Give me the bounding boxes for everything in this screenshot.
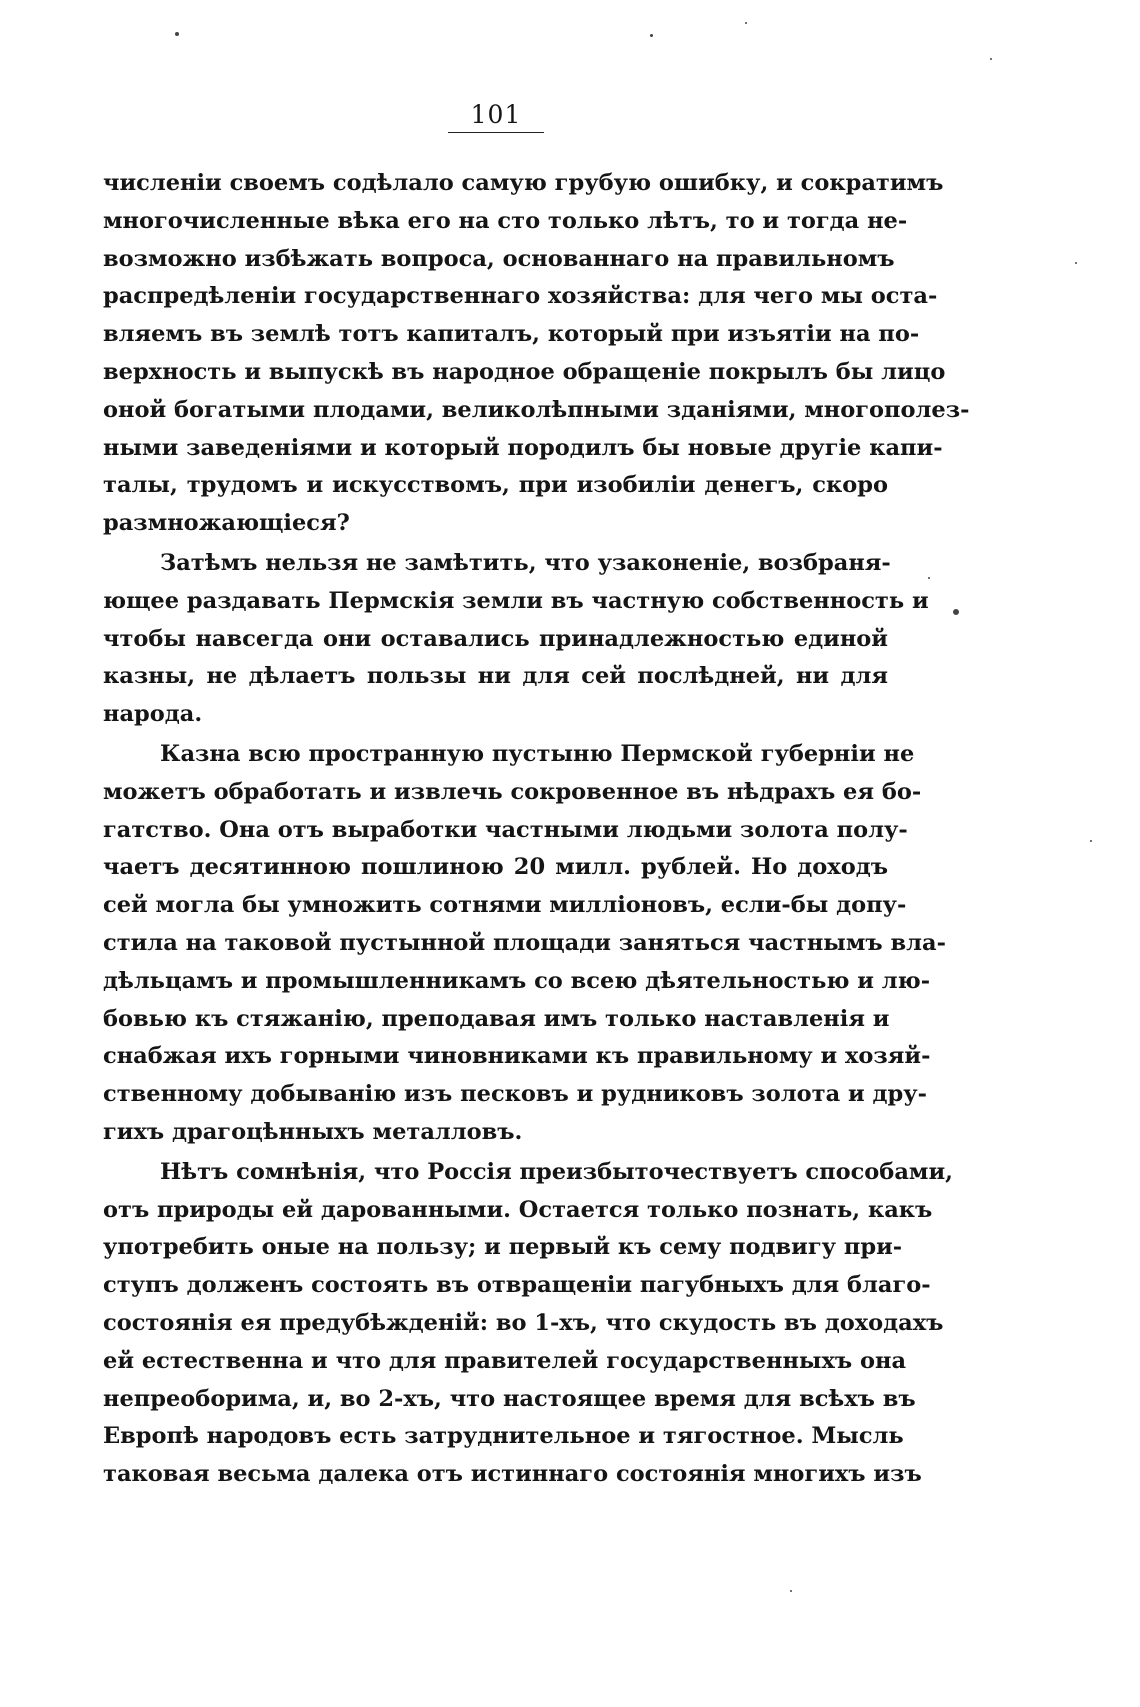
text-line: непреоборима, и, во 2-хъ, что настоящее время для всѣхъ въ [103, 1385, 916, 1412]
text-line: дѣльцамъ и промышленникамъ со всею дѣятельностью и лю- [103, 967, 931, 994]
text-line: бовью къ стяжанію, преподавая имъ только наставленія и [103, 1005, 890, 1032]
text-line: размножающіеся? [103, 510, 350, 537]
text-line: гатство. Она отъ выработки частными людьми золота полу- [103, 816, 908, 843]
text-line: народа. [103, 701, 203, 728]
text-line: стила на таковой пустынной площади заняться частнымъ вла- [103, 929, 946, 956]
scan-speck [745, 22, 747, 24]
text-line: численіи своемъ содѣлало самую грубую ошибку, и сократимъ [103, 170, 944, 196]
text-line: казны, не дѣлаетъ пользы ни для сей послѣдней, ни для [103, 663, 888, 690]
text-line: можетъ обработать и извлечь сокровенное въ нѣдрахъ ея бо- [103, 778, 922, 805]
scan-speck [650, 34, 653, 37]
text-line: Нѣтъ сомнѣнія, что Россія преизбыточествуетъ способами, [160, 1158, 953, 1185]
text-line: распредѣленіи государственнаго хозяйства: для чего мы оста- [103, 283, 938, 310]
scan-speck [928, 577, 930, 579]
scan-speck [1075, 262, 1077, 264]
text-line: гихъ драгоцѣнныхъ металловъ. [103, 1118, 523, 1145]
scan-speck [990, 58, 992, 60]
text-line: снабжая ихъ горными чиновниками къ правильному и хозяй- [103, 1043, 931, 1070]
text-line: ственному добыванію изъ песковъ и рудниковъ золота и дру- [103, 1081, 927, 1108]
text-line: ступъ долженъ состоять въ отвращеніи пагубныхъ для благо- [103, 1272, 931, 1299]
text-line: талы, трудомъ и искусствомъ, при изобиліи денегъ, скоро [103, 472, 888, 499]
text-line: верхность и выпускѣ въ народное обращеніе покрылъ бы лицо [103, 358, 946, 385]
text-line: ей естественна и что для правителей государственныхъ она [103, 1347, 907, 1374]
text-line: отъ природы ей дарованными. Остается только познать, какъ [103, 1196, 933, 1223]
text-line: употребить оные на пользу; и первый къ сему подвигу при- [103, 1234, 903, 1261]
text-line: возможно избѣжать вопроса, основаннаго на правильномъ [103, 245, 895, 272]
text-line: многочисленные вѣка его на сто только лѣтъ, то и тогда не- [103, 207, 908, 234]
text-line: таковая весьма далека отъ истиннаго состоянія многихъ изъ [103, 1461, 922, 1488]
text-line: Европѣ народовъ есть затруднительное и тягостное. Мысль [103, 1423, 904, 1450]
paragraph-2 [103, 545, 929, 734]
text-line: Казна всю пространную пустыню Пермской губерніи не [160, 740, 915, 767]
paragraph-3 [103, 736, 946, 1152]
text-line: состоянія ея предубѣжденій: во 1-хъ, что скудость въ доходахъ [103, 1309, 944, 1336]
text-line: чтобы навсегда они оставались принадлежностью единой [103, 625, 888, 652]
scan-speck [175, 32, 179, 36]
scan-speck [1090, 840, 1092, 842]
paragraph-1 [103, 165, 970, 543]
text-line: оной богатыми плодами, великолѣпными зданіями, многополез- [103, 396, 970, 423]
paragraph-4 [103, 1154, 953, 1494]
text-line: чаетъ десятинною пошлиною 20 милл. рублей. Но доходъ [103, 854, 888, 881]
text-line: ными заведеніями и который породилъ бы новые другіе капи- [103, 434, 943, 461]
text-line: вляемъ въ землѣ тотъ капиталъ, который при изъятіи на по- [103, 321, 920, 348]
text-line: Затѣмъ нельзя не замѣтить, что узаконеніе, возбраня- [160, 549, 891, 576]
text-line: ющее раздавать Пермскія земли въ частную собственность и [103, 587, 929, 614]
text-line: сей могла бы умножить сотнями милліоновъ, если-бы допу- [103, 892, 907, 919]
scan-speck [953, 609, 959, 615]
body-text [103, 165, 970, 1494]
page-number: 101 [448, 100, 544, 133]
scan-speck [790, 1590, 792, 1592]
